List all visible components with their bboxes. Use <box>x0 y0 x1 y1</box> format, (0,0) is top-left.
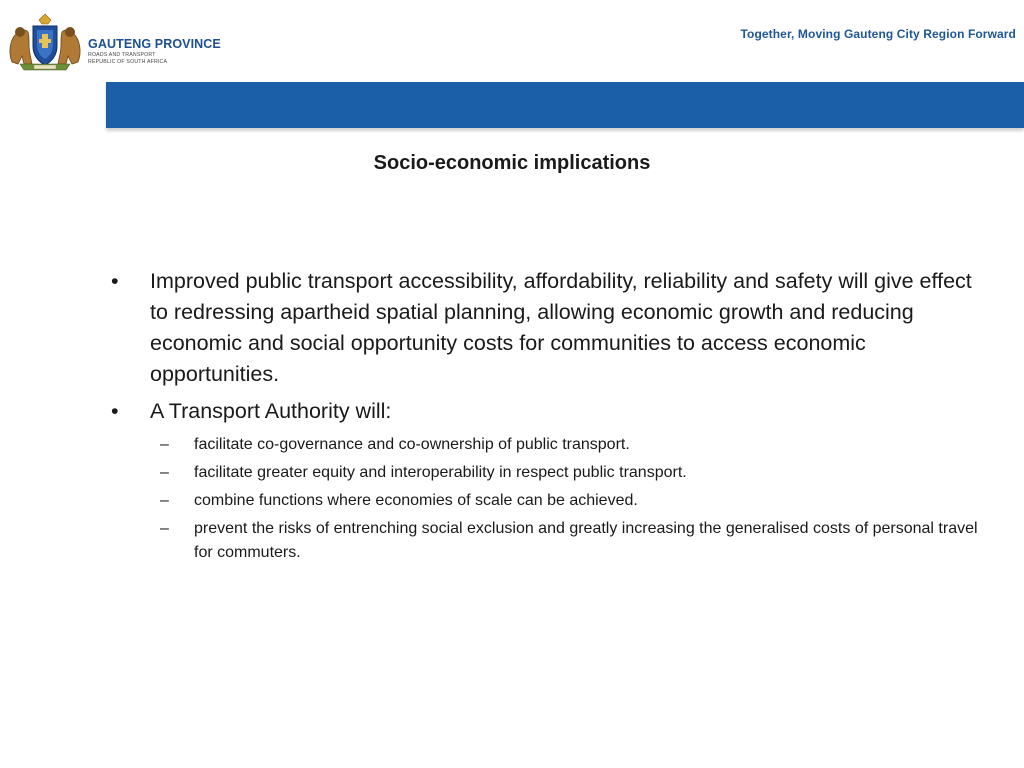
sub-bullet-item <box>108 461 988 485</box>
bullet-marker: • <box>111 269 119 293</box>
bullet-marker: • <box>111 399 119 423</box>
header-bar <box>106 82 1024 128</box>
slide-title: Socio-economic implications <box>373 152 651 174</box>
sub-bullet-item <box>108 433 988 457</box>
slide-content <box>108 266 988 569</box>
logo-subtitle-1: ROADS AND TRANSPORT <box>88 51 156 58</box>
sub-bullet-text: facilitate greater equity and interoperability in respect public transport. <box>194 464 687 481</box>
sub-bullet-marker: – <box>160 464 169 481</box>
sub-bullet-text: facilitate co-governance and co-ownership of public transport. <box>194 436 630 453</box>
logo-title: GAUTENG PROVINCE <box>88 37 221 51</box>
bullet-text: A Transport Authority will: <box>150 399 392 423</box>
bullet-item <box>108 266 988 390</box>
header-tagline: Together, Moving Gauteng City Region Forward <box>740 27 1016 41</box>
logo-text <box>88 38 221 65</box>
coat-of-arms-icon <box>6 12 84 72</box>
gauteng-logo <box>6 12 236 72</box>
bullet-text: Improved public transport accessibility, affordability, reliability and safety will give effect to redressing apartheid spatial planning, allowing economic growth and reducing economic and social opportunity costs for communities to access economic opportunities. <box>150 269 972 386</box>
sub-bullet-marker: – <box>160 436 169 453</box>
sub-bullet-marker: – <box>160 520 169 537</box>
sub-bullet-marker: – <box>160 492 169 509</box>
sub-bullet-item <box>108 517 988 565</box>
bullet-item <box>108 396 988 427</box>
logo-subtitle-2: REPUBLIC OF SOUTH AFRICA <box>88 58 168 65</box>
sub-bullet-text: combine functions where economies of scale can be achieved. <box>194 492 638 509</box>
sub-bullet-item <box>108 489 988 513</box>
sub-bullet-text: prevent the risks of entrenching social exclusion and greatly increasing the generalised costs of personal travel for commuters. <box>194 520 978 561</box>
